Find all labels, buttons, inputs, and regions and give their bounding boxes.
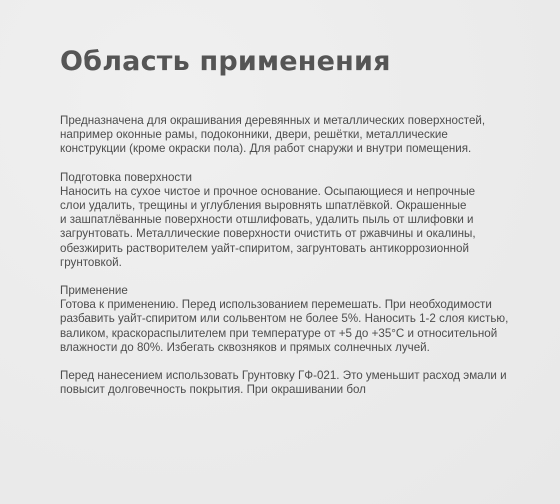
page-title: Область применения [60, 46, 391, 77]
preparation-line: Наносить на сухое чистое и прочное основание. Осыпающиеся и непрочные [60, 184, 476, 198]
application-line: валиком, краскораспылителем при температуре от +5 до +35°C и относительной [60, 326, 498, 340]
intro-line: Предназначена для окрашивания деревянных и металлических поверхностей, [60, 114, 486, 127]
intro-line: например оконные рамы, подоконники, двери, решётки, металлические [60, 128, 448, 142]
preparation-section [60, 171, 520, 270]
note-line: Перед нанесением использовать Грунтовку ГФ-021. Это уменьшит расход эмали и [60, 369, 507, 383]
preparation-line: грунтовкой. [60, 255, 122, 269]
application-heading: Применение [60, 284, 128, 298]
application-line: разбавить уайт-спиритом или сольвентом не более 5%. Наносить 1-2 слоя кистью, [60, 312, 509, 326]
application-section [60, 284, 520, 355]
preparation-line: обезжирить растворителем уайт-спиритом, загрунтовать антикоррозионной [60, 241, 469, 255]
intro-line: конструкции (кроме окраски пола). Для работ снаружи и внутри помещения. [60, 142, 472, 156]
application-line: Готова к применению. Перед использованием перемешать. При необходимости [60, 298, 492, 312]
preparation-line: слои удалить, трещины и углубления выровнять шпатлёвкой. Окрашенные [60, 199, 467, 213]
preparation-line: загрунтовать. Металлические поверхности очистить от ржавчины и окалины, [60, 227, 476, 241]
application-line: влажности до 80%. Избегать сквозняков и прямых солнечных лучей. [60, 340, 430, 354]
intro-paragraph [60, 114, 520, 157]
preparation-line: и зашпатлёванные поверхности отшлифовать, удалить пыль от шлифовки и [60, 213, 474, 227]
note-line: повысит долговечность покрытия. При окрашивании бол [60, 383, 366, 397]
note-paragraph [60, 369, 520, 397]
preparation-heading: Подготовка поверхности [60, 170, 192, 184]
content-area [60, 40, 520, 397]
